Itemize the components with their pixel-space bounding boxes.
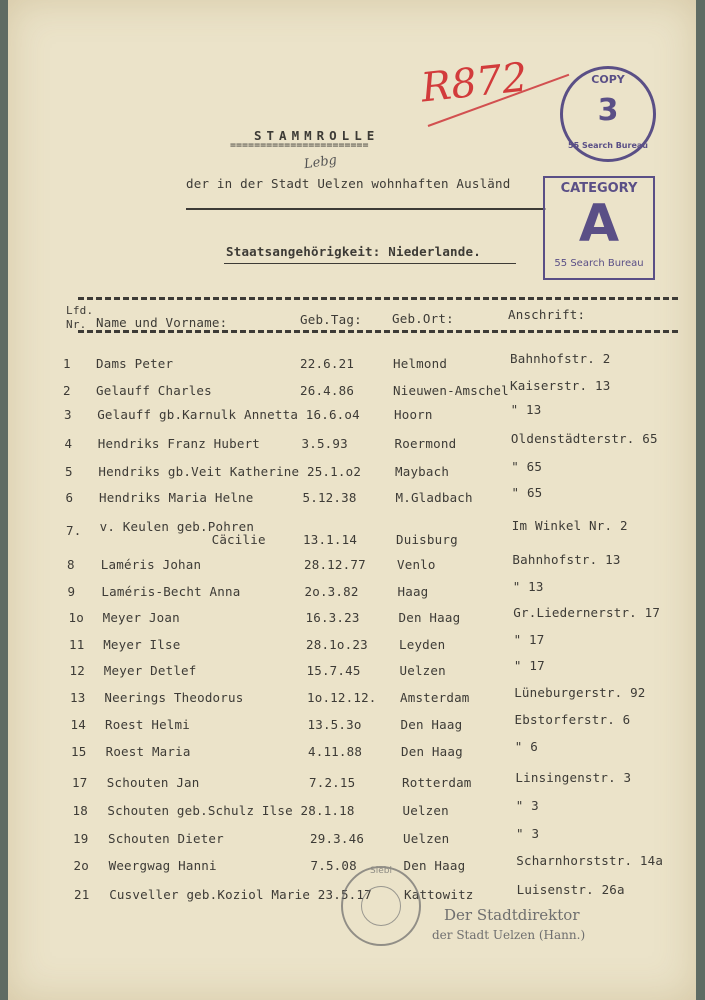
row-birth-place: Roermond bbox=[394, 436, 457, 451]
row-name: Neerings Theodorus bbox=[104, 690, 244, 705]
document-subtitle: der in der Stadt Uelzen wohnhaften Ausländ bbox=[186, 176, 511, 191]
handwritten-reference: R872 bbox=[418, 54, 530, 112]
row-number: 7. bbox=[66, 523, 82, 538]
city-seal-emblem bbox=[361, 886, 401, 926]
row-address: Im Winkel Nr. 2 bbox=[511, 518, 628, 533]
row-name-cont: Cäcilie bbox=[211, 532, 266, 547]
row-number: 2o bbox=[73, 858, 89, 873]
row-birth-place: Rotterdam bbox=[402, 775, 472, 790]
row-birth-place: Den Haag bbox=[400, 717, 463, 732]
row-number: 1 bbox=[63, 356, 71, 371]
row-address: Luisenstr. 26a bbox=[516, 882, 625, 897]
row-address: " 3 bbox=[515, 798, 539, 813]
row-birth-date: 13.1.14 bbox=[303, 532, 358, 547]
row-name: Laméris-Becht Anna bbox=[101, 584, 241, 599]
row-name: v. Keulen geb.Pohren bbox=[99, 519, 255, 534]
header-nr-top: Lfd. bbox=[66, 304, 94, 317]
document-title: STAMMROLLE bbox=[254, 128, 380, 143]
copy-stamp-bureau: 55 Search Bureau bbox=[568, 141, 648, 150]
row-number: 12 bbox=[69, 663, 85, 678]
row-name: Gelauff gb.Karnulk Annetta 16.6.o4 bbox=[97, 407, 360, 422]
row-address: Lüneburgerstr. 92 bbox=[514, 685, 646, 700]
row-address: " 65 bbox=[511, 459, 543, 474]
row-address: Bahnhofstr. 13 bbox=[512, 552, 621, 567]
row-birth-date: 7.2.15 bbox=[309, 775, 356, 790]
row-birth-date: 4.11.88 bbox=[308, 744, 363, 759]
row-address: Gr.Liedernerstr. 17 bbox=[513, 605, 661, 620]
row-name: Schouten Dieter bbox=[108, 831, 224, 846]
header-nr-bottom: Nr. bbox=[66, 318, 87, 331]
row-address: Oldenstädterstr. 65 bbox=[510, 431, 658, 446]
row-birth-date: 29.3.46 bbox=[310, 831, 365, 846]
row-number: 18 bbox=[72, 803, 88, 818]
row-birth-place: Venlo bbox=[397, 557, 436, 572]
row-name: Cusveller geb.Koziol Marie 23.5.17 bbox=[109, 887, 372, 902]
row-number: 21 bbox=[74, 887, 90, 902]
row-birth-date: 22.6.21 bbox=[300, 356, 355, 371]
category-stamp bbox=[543, 176, 655, 280]
row-name: Roest Maria bbox=[105, 744, 191, 759]
row-address: Linsingenstr. 3 bbox=[515, 770, 632, 785]
row-name: Meyer Ilse bbox=[103, 637, 181, 652]
row-birth-place: Haag bbox=[397, 584, 429, 599]
row-name: Weergwag Hanni bbox=[108, 858, 217, 873]
header-rule-top bbox=[78, 297, 678, 300]
row-name: Hendriks gb.Veit Katherine 25.1.o2 bbox=[98, 464, 362, 479]
official-stamp-line1: Der Stadtdirektor bbox=[444, 906, 580, 924]
row-address: " 17 bbox=[513, 658, 545, 673]
row-birth-place: Hoorn bbox=[394, 407, 433, 422]
row-address: " 6 bbox=[514, 739, 538, 754]
nationality-line: Staatsangehörigkeit: Niederlande. bbox=[226, 244, 481, 259]
row-birth-place: Den Haag bbox=[401, 744, 463, 759]
row-number: 9 bbox=[67, 584, 76, 599]
row-name: Meyer Joan bbox=[102, 610, 180, 625]
row-address: Kaiserstr. 13 bbox=[510, 378, 611, 393]
row-birth-place: Nieuwen-Amschel bbox=[393, 383, 509, 398]
row-birth-date: 28.12.77 bbox=[304, 557, 366, 572]
row-number: 19 bbox=[73, 831, 89, 846]
row-birth-date: 5.12.38 bbox=[302, 490, 357, 505]
row-birth-date: 1o.12.12. bbox=[307, 690, 377, 705]
city-seal bbox=[341, 866, 421, 946]
row-number: 13 bbox=[70, 690, 86, 705]
row-name: Gelauff Charles bbox=[96, 383, 212, 398]
row-birth-date: 15.7.45 bbox=[306, 663, 361, 678]
row-birth-date: 3.5.93 bbox=[301, 436, 348, 451]
row-name: Meyer Detlef bbox=[103, 663, 197, 678]
row-address: Scharnhorststr. 14a bbox=[516, 853, 664, 868]
category-stamp-label: CATEGORY bbox=[560, 181, 638, 196]
row-address: Bahnhofstr. 2 bbox=[510, 351, 611, 366]
row-number: 8 bbox=[67, 557, 75, 572]
row-name: Roest Helmi bbox=[105, 717, 190, 732]
row-birth-place: Leyden bbox=[399, 637, 446, 652]
row-birth-place: M.Gladbach bbox=[395, 490, 473, 505]
row-birth-place: Uelzen bbox=[403, 831, 450, 846]
row-birth-date: 26.4.86 bbox=[300, 383, 355, 398]
official-stamp-line2: der Stadt Uelzen (Hann.) bbox=[432, 928, 586, 942]
header-address: Anschrift: bbox=[508, 307, 586, 322]
row-birth-date: 16.3.23 bbox=[305, 610, 360, 625]
row-birth-place: Kattowitz bbox=[404, 887, 474, 902]
row-birth-place: Uelzen bbox=[402, 803, 449, 818]
row-address: " 65 bbox=[511, 485, 543, 500]
row-number: 2 bbox=[63, 383, 71, 398]
row-birth-place: Duisburg bbox=[396, 532, 458, 547]
row-number: 4 bbox=[64, 436, 73, 451]
header-name: Name und Vorname: bbox=[96, 315, 228, 330]
header-rule-bottom bbox=[78, 330, 678, 333]
row-birth-place: Helmond bbox=[393, 356, 448, 371]
header-birth-date: Geb.Tag: bbox=[300, 312, 362, 327]
row-name: Schouten Jan bbox=[106, 775, 200, 790]
row-name: Hendriks Maria Helne bbox=[99, 490, 254, 505]
handwritten-title-note: Lebg bbox=[303, 152, 338, 173]
row-number: 3 bbox=[64, 407, 72, 422]
row-birth-date: 13.5.3o bbox=[307, 717, 362, 732]
copy-stamp-label: COPY bbox=[591, 73, 625, 86]
category-stamp-letter: A bbox=[578, 194, 620, 254]
row-name: Hendriks Franz Hubert bbox=[97, 436, 261, 451]
row-birth-date: 7.5.08 bbox=[310, 858, 357, 873]
row-birth-date: 2o.3.82 bbox=[304, 584, 359, 599]
row-number: 6 bbox=[65, 490, 74, 505]
row-number: 14 bbox=[70, 717, 86, 732]
nationality-underline bbox=[224, 263, 516, 264]
row-address: " 13 bbox=[512, 579, 544, 594]
copy-stamp-number: 3 bbox=[597, 93, 619, 128]
row-name: Laméris Johan bbox=[100, 557, 202, 572]
row-address: " 3 bbox=[516, 826, 540, 841]
row-address: " 13 bbox=[510, 402, 542, 417]
row-birth-place: Den Haag bbox=[403, 858, 466, 873]
row-name: Dams Peter bbox=[96, 356, 174, 371]
title-underline: ======================= bbox=[230, 140, 369, 151]
row-address: " 17 bbox=[513, 632, 545, 647]
row-address: Ebstorferstr. 6 bbox=[514, 712, 631, 727]
row-number: 5 bbox=[65, 464, 73, 479]
row-birth-place: Uelzen bbox=[399, 663, 446, 678]
city-seal-text: Siebl bbox=[370, 866, 392, 876]
category-stamp-bureau: 55 Search Bureau bbox=[554, 258, 644, 269]
row-name: Schouten geb.Schulz Ilse 28.1.18 bbox=[107, 803, 355, 818]
row-number: 17 bbox=[72, 775, 88, 790]
document-page bbox=[8, 0, 696, 1000]
row-number: 1o bbox=[68, 610, 84, 625]
header-birth-place: Geb.Ort: bbox=[392, 311, 454, 326]
row-number: 15 bbox=[71, 744, 87, 759]
row-birth-place: Maybach bbox=[395, 464, 450, 479]
copy-stamp bbox=[560, 66, 656, 162]
row-birth-date: 28.1o.23 bbox=[306, 637, 368, 652]
row-number: 11 bbox=[69, 637, 85, 652]
row-birth-place: Amsterdam bbox=[400, 690, 470, 705]
subtitle-rule bbox=[186, 208, 546, 210]
row-birth-place: Den Haag bbox=[398, 610, 461, 625]
